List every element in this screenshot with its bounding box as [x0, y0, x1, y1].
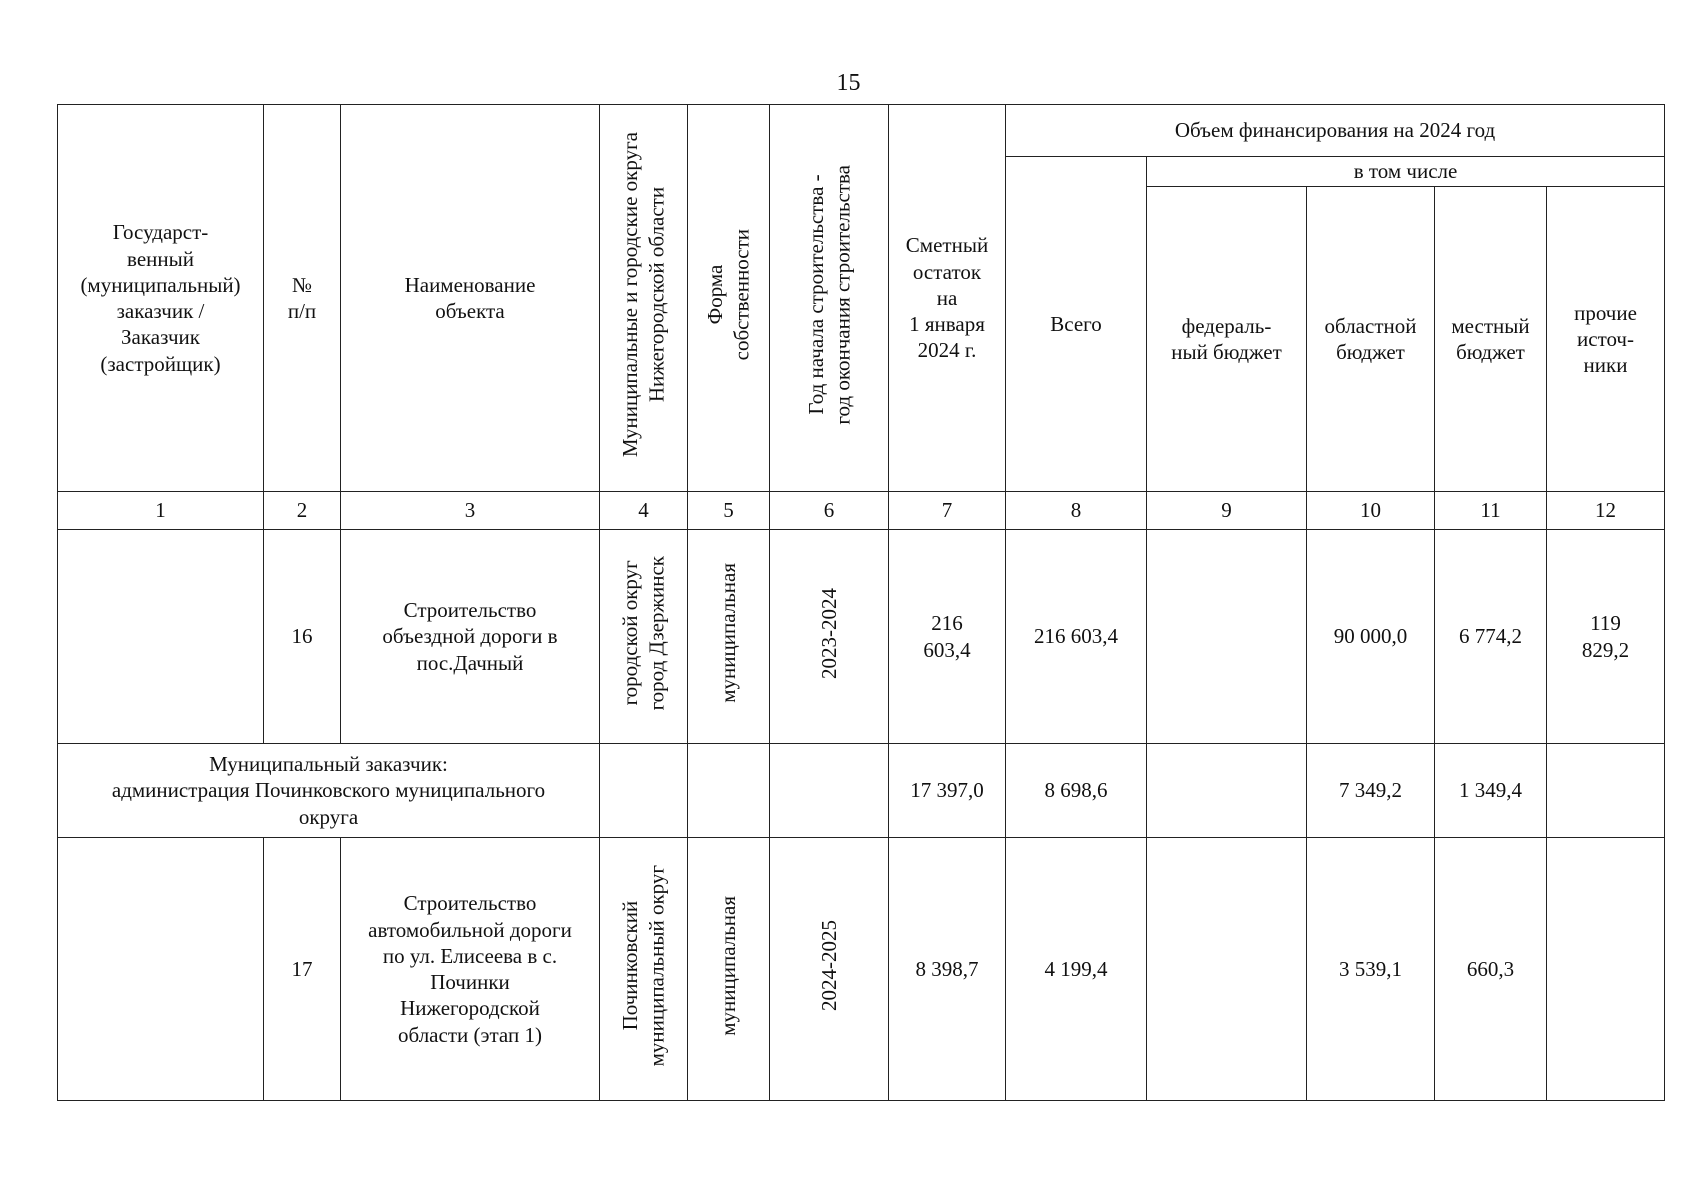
row17-years: 2024-2025 — [816, 920, 841, 1012]
column-number-row — [58, 492, 1665, 530]
subtotal-empty — [770, 744, 889, 838]
header-local-budget: местный бюджет — [1435, 187, 1547, 492]
column-number: 1 — [58, 492, 264, 530]
row17-object-name: Строительство автомобильной дороги по ул. Елисеева в с. Починки Нижегородской области (этап 1) — [341, 838, 600, 1101]
customer-subtotal-row — [58, 744, 1665, 838]
header-years: Год начала строительства - год окончания строительства — [803, 165, 854, 425]
subtotal-regional: 7 349,2 — [1307, 744, 1435, 838]
row16-years: 2023-2024 — [816, 587, 841, 679]
row17-district-cell — [600, 838, 688, 1101]
row17-ownership: муниципальная — [716, 895, 741, 1036]
column-number: 5 — [688, 492, 770, 530]
subtotal-federal — [1147, 744, 1307, 838]
header-district-cell — [600, 105, 688, 492]
row16-number: 16 — [264, 530, 341, 744]
column-number: 8 — [1006, 492, 1147, 530]
row16-district: городской округ город Дзержинск — [618, 556, 669, 711]
page-number: 15 — [836, 70, 861, 96]
row17-years-cell — [770, 838, 889, 1101]
row16-federal — [1147, 530, 1307, 744]
column-number: 12 — [1547, 492, 1665, 530]
column-number: 6 — [770, 492, 889, 530]
row16-ownership: муниципальная — [716, 563, 741, 704]
header-total: Всего — [1006, 157, 1147, 492]
subtotal-balance: 17 397,0 — [889, 744, 1006, 838]
column-number: 11 — [1435, 492, 1547, 530]
row17-number: 17 — [264, 838, 341, 1101]
table-row-16 — [58, 530, 1665, 744]
column-number: 9 — [1147, 492, 1307, 530]
row16-total: 216 603,4 — [1006, 530, 1147, 744]
row16-local: 6 774,2 — [1435, 530, 1547, 744]
row16-object-name: Строительство объездной дороги в пос.Дачный — [341, 530, 600, 744]
header-ownership: Форма собственности — [703, 229, 754, 361]
row16-district-cell — [600, 530, 688, 744]
row16-years-cell — [770, 530, 889, 744]
table-row-17 — [58, 838, 1665, 1101]
header-number: № п/п — [264, 105, 341, 492]
subtotal-total: 8 698,6 — [1006, 744, 1147, 838]
row16-balance: 216 603,4 — [889, 530, 1006, 744]
row17-other — [1547, 838, 1665, 1101]
header-object-name: Наименование объекта — [341, 105, 600, 492]
column-number: 4 — [600, 492, 688, 530]
row16-regional: 90 000,0 — [1307, 530, 1435, 744]
row17-regional: 3 539,1 — [1307, 838, 1435, 1101]
row17-federal — [1147, 838, 1307, 1101]
municipal-customer-label: Муниципальный заказчик: администрация Починковского муниципального округа — [58, 744, 600, 838]
row16-other: 119 829,2 — [1547, 530, 1665, 744]
subtotal-empty — [600, 744, 688, 838]
subtotal-empty — [688, 744, 770, 838]
row17-district: Починковский муниципальный округ — [618, 865, 669, 1067]
row17-balance: 8 398,7 — [889, 838, 1006, 1101]
header-estimated-balance: Сметный остаток на 1 января 2024 г. — [889, 105, 1006, 492]
row17-local: 660,3 — [1435, 838, 1547, 1101]
row17-total: 4 199,4 — [1006, 838, 1147, 1101]
header-ownership-cell — [688, 105, 770, 492]
row17-ownership-cell — [688, 838, 770, 1101]
row16-ownership-cell — [688, 530, 770, 744]
row16-customer — [58, 530, 264, 744]
header-years-cell — [770, 105, 889, 492]
column-number: 10 — [1307, 492, 1435, 530]
subtotal-other — [1547, 744, 1665, 838]
construction-funding-table — [57, 104, 1665, 1101]
header-customer: Государст- венный (муниципальный) заказчик / Заказчик (застройщик) — [58, 105, 264, 492]
header-federal-budget: федераль- ный бюджет — [1147, 187, 1307, 492]
row17-customer — [58, 838, 264, 1101]
header-other-sources: прочие источ- ники — [1547, 187, 1665, 492]
column-number: 7 — [889, 492, 1006, 530]
header-including: в том числе — [1147, 157, 1665, 187]
header-funding-group: Объем финансирования на 2024 год — [1006, 105, 1665, 157]
header-regional-budget: областной бюджет — [1307, 187, 1435, 492]
header-district: Муниципальные и городские округа Нижегородской области — [618, 132, 669, 458]
column-number: 2 — [264, 492, 341, 530]
column-number: 3 — [341, 492, 600, 530]
subtotal-local: 1 349,4 — [1435, 744, 1547, 838]
